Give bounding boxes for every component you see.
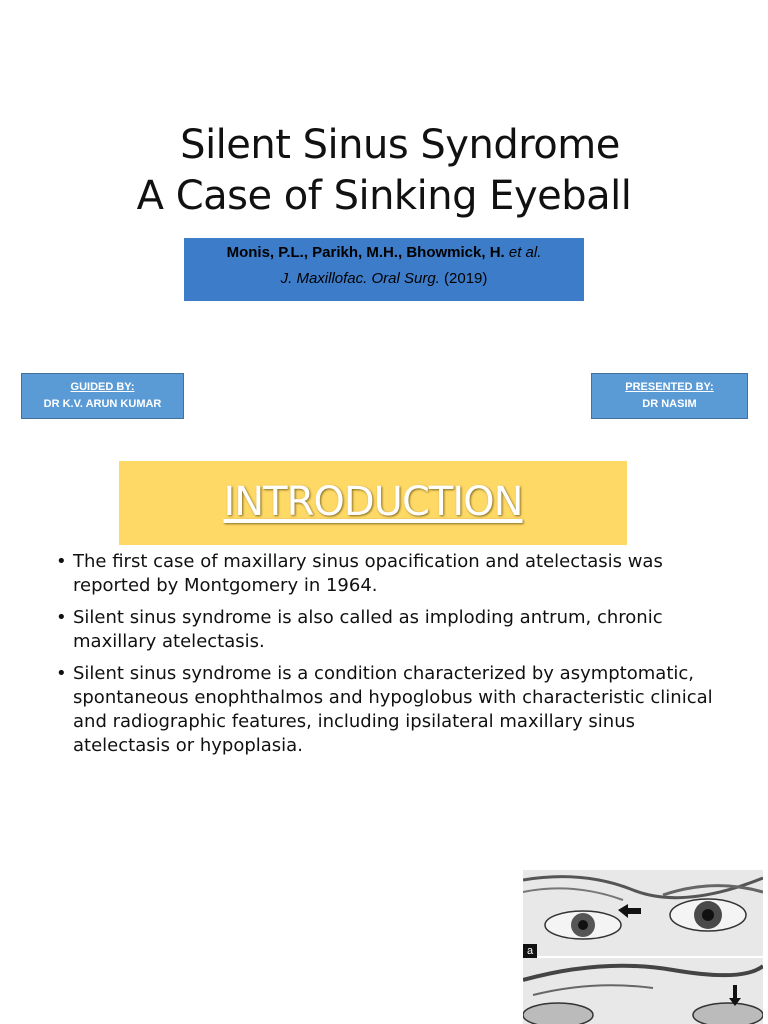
presented-by-name: DR NASIM (642, 398, 697, 410)
introduction-banner (119, 461, 627, 545)
bullet-item: • The first case of maxillary sinus opacification and atelectasis was reported by Montgomery in 1964. (56, 550, 736, 598)
presented-by-box (591, 373, 748, 419)
eyes-illustration (523, 870, 763, 1024)
introduction-bullet-list (56, 550, 736, 766)
guided-by-box (21, 373, 184, 419)
citation-journal: J. Maxillofac. Oral Surg. (280, 270, 440, 287)
presented-by-heading: PRESENTED BY: (625, 381, 714, 393)
citation-box (184, 238, 584, 301)
citation-authors-line (184, 240, 584, 266)
bullet-item: • Silent sinus syndrome is a condition characterized by asymptomatic, spontaneous enophthalmos and hypoglobus with characteristic clinical and radiographic features, including ipsilateral maxillary sinus atelectasis or hypoplasia. (56, 662, 736, 758)
title-line-2: A Case of Sinking Eyeball (136, 173, 632, 219)
figure-label: a (523, 944, 537, 958)
citation-etal: et al. (508, 244, 542, 261)
citation-authors: Monis, P.L., Parikh, M.H., Bhowmick, H. (226, 244, 505, 261)
title-line-1: Silent Sinus Syndrome (180, 122, 620, 168)
introduction-heading: INTRODUCTION (223, 479, 523, 525)
guided-by-heading: GUIDED BY: (70, 381, 135, 393)
bullet-item: • Silent sinus syndrome is also called as imploding antrum, chronic maxillary atelectasis. (56, 606, 736, 654)
citation-journal-line (184, 266, 584, 292)
patient-eyes-photo (523, 870, 763, 1024)
guided-by-name: DR K.V. ARUN KUMAR (43, 398, 162, 410)
citation-year: (2019) (444, 270, 488, 287)
